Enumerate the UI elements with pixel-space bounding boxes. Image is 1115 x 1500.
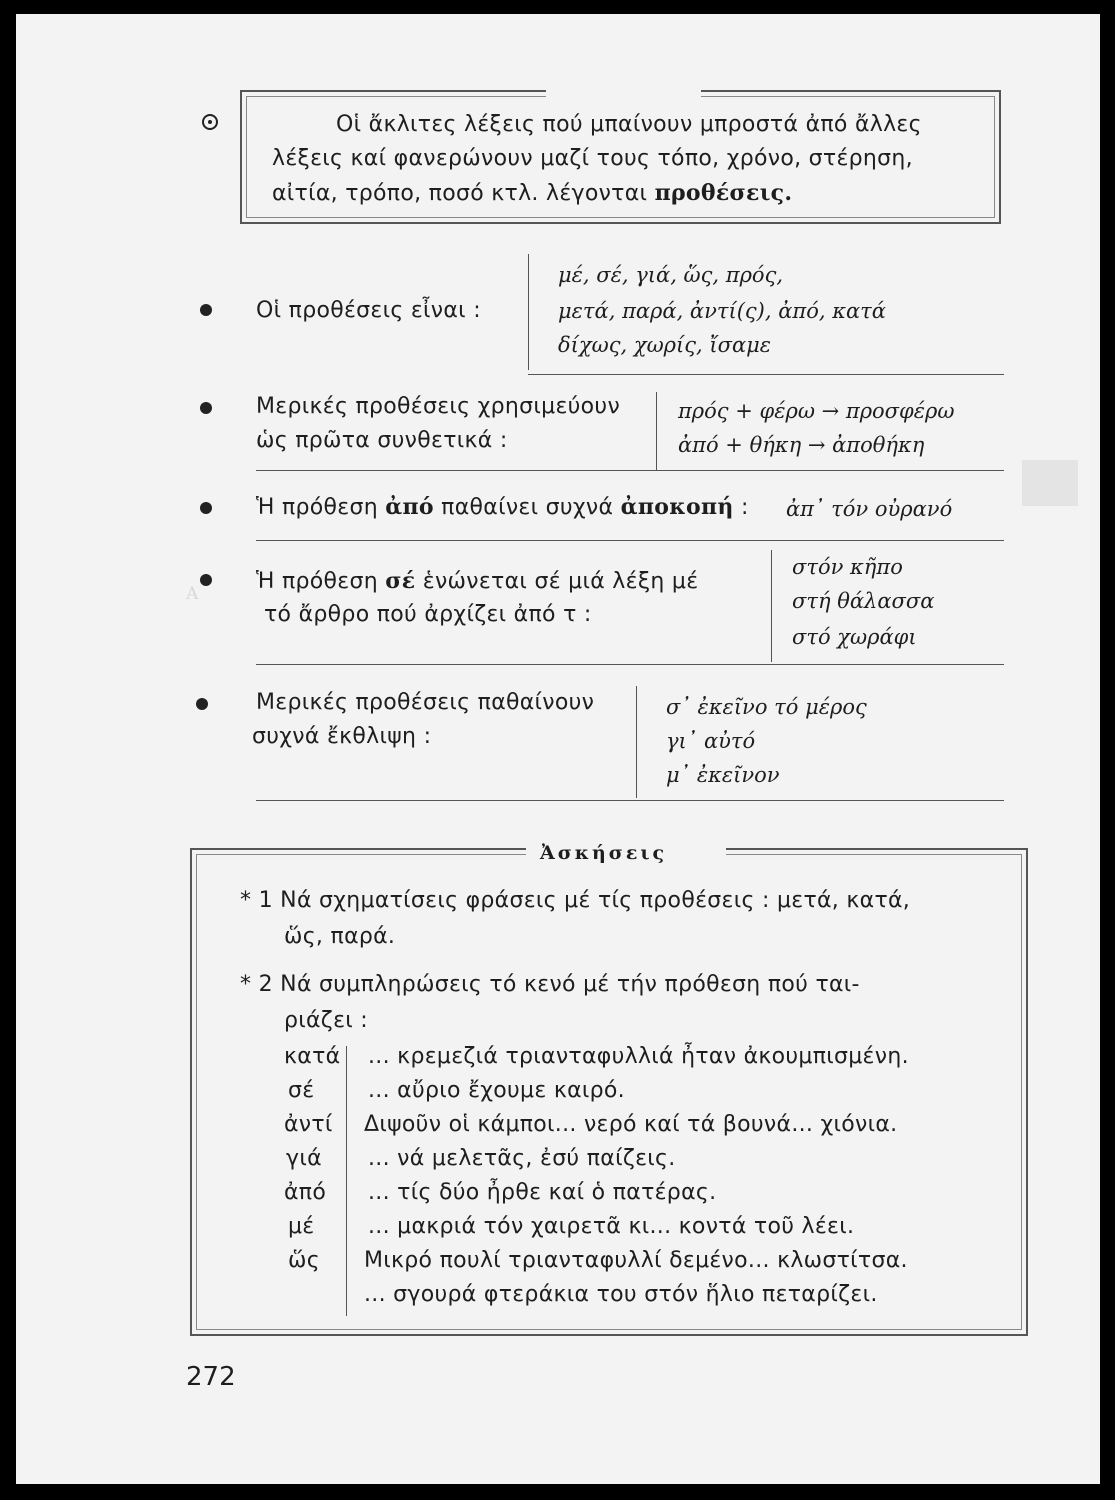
rule-2-divider <box>656 392 657 470</box>
bullet <box>200 402 212 414</box>
definition-line-3: αἰτία, τρόπο, ποσό κτλ. λέγονται προθέσεις. <box>272 180 793 206</box>
rule-1-text: Οἱ προθέσεις εἶναι : <box>256 298 481 323</box>
rule-4-example-2: στή θάλασσα <box>792 589 935 613</box>
rule-2-underline <box>256 470 1004 471</box>
bleed-through-tab <box>1022 460 1078 506</box>
definition-box-gap <box>546 86 701 98</box>
bleed-through-text: Α <box>186 584 199 604</box>
rule-1-underline <box>528 374 1004 375</box>
exercise-2-line-2: ριάζει : <box>284 1008 369 1033</box>
exercise-2-divider <box>346 1046 347 1316</box>
rule-4-underline <box>256 664 1004 665</box>
rule-2-example-1: πρός + φέρω → προσφέρω <box>678 399 955 423</box>
rule-1-example-3: δίχως, χωρίς, ἴσαμε <box>558 333 772 357</box>
preposition-option: ἀντί <box>284 1112 333 1137</box>
exercise-sentence: ... αὔριο ἔχουμε καιρό. <box>368 1078 625 1103</box>
rule-1-example-1: μέ, σέ, γιά, ὥς, πρός, <box>558 263 784 287</box>
rule-5-divider <box>636 686 637 798</box>
exercise-sentence: ... σγουρά φτεράκια του στόν ἥλιο πεταρίζει. <box>364 1282 878 1307</box>
bullet <box>200 304 212 316</box>
preposition-option: κατά <box>284 1044 341 1069</box>
exercise-sentence: Διψοῦν οἱ κάμποι... νερό καί τά βουνά... χιόνια. <box>364 1112 898 1137</box>
exercise-1-line-2: ὥς, παρά. <box>284 924 396 949</box>
rule-2-text-1: Μερικές προθέσεις χρησιμεύουν <box>256 394 621 419</box>
rule-4-divider <box>771 550 772 662</box>
rule-3-text: Ἡ πρόθεση ἀπό παθαίνει συχνά ἀποκοπή : <box>256 494 749 520</box>
sun-icon <box>202 114 218 130</box>
exercise-2-line-1: * 2 Νά συμπληρώσεις τό κενό μέ τήν πρόθεση πού ται- <box>240 972 860 997</box>
exercises-title: Ἀσκήσεις <box>540 842 668 864</box>
rule-4-text-2: τό ἄρθρο πού ἀρχίζει ἀπό τ : <box>264 602 592 627</box>
rule-4-example-1: στόν κῆπο <box>792 555 903 579</box>
page-number: 272 <box>186 1362 236 1392</box>
rule-5-text-2: συχνά ἔκθλιψη : <box>252 724 432 749</box>
rule-3-example: ἀπ᾽ τόν οὐρανό <box>786 497 953 521</box>
rule-5-example-1: σ᾽ ἐκεῖνο τό μέρος <box>666 695 867 719</box>
page <box>16 14 1100 1484</box>
rule-1-example-2: μετά, παρά, ἀντί(ς), ἀπό, κατά <box>558 299 886 323</box>
definition-line-2: λέξεις καί φανερώνουν μαζί τους τόπο, χρόνο, στέρηση, <box>272 146 913 171</box>
rule-1-divider <box>528 254 529 370</box>
rule-5-example-3: μ᾽ ἐκεῖνον <box>666 763 780 787</box>
rule-5-example-2: γι᾽ αὐτό <box>666 729 756 753</box>
rule-4-text-1: Ἡ πρόθεση σέ ἑνώνεται σέ μιά λέξη μέ <box>256 568 699 594</box>
preposition-option: μέ <box>288 1214 315 1239</box>
exercise-sentence: ... νά μελετᾶς, ἐσύ παίζεις. <box>368 1146 676 1171</box>
exercise-sentence: ... κρεμεζιά τριανταφυλλιά ἦταν ἀκουμπισμένη. <box>368 1044 909 1069</box>
exercise-1-line-1: * 1 Νά σχηματίσεις φράσεις μέ τίς προθέσεις : μετά, κατά, <box>240 888 911 913</box>
bullet <box>200 574 212 586</box>
preposition-option: γιά <box>286 1146 322 1171</box>
preposition-option: ὥς <box>288 1248 320 1273</box>
bullet <box>196 698 208 710</box>
bullet <box>200 502 212 514</box>
preposition-option: ἀπό <box>284 1180 327 1205</box>
definition-line-1: Οἱ ἄκλιτες λέξεις πού μπαίνουν μπροστά ἀπό ἄλλες <box>336 112 922 137</box>
exercise-sentence: Μικρό πουλί τριανταφυλλί δεμένο... κλωστίτσα. <box>364 1248 908 1273</box>
rule-3-underline <box>256 540 1004 541</box>
exercise-sentence: ... μακριά τόν χαιρετᾶ κι... κοντά τοῦ λέει. <box>368 1214 855 1239</box>
rule-2-example-2: ἀπό + θήκη → ἀποθήκη <box>678 433 925 457</box>
rule-5-text-1: Μερικές προθέσεις παθαίνουν <box>256 690 595 715</box>
preposition-option: σέ <box>288 1078 315 1103</box>
rule-2-text-2: ὡς πρῶτα συνθετικά : <box>256 428 508 453</box>
rule-4-example-3: στό χωράφι <box>792 625 917 649</box>
exercise-sentence: ... τίς δύο ἦρθε καί ὁ πατέρας. <box>368 1180 717 1205</box>
rule-5-underline <box>256 800 1004 801</box>
